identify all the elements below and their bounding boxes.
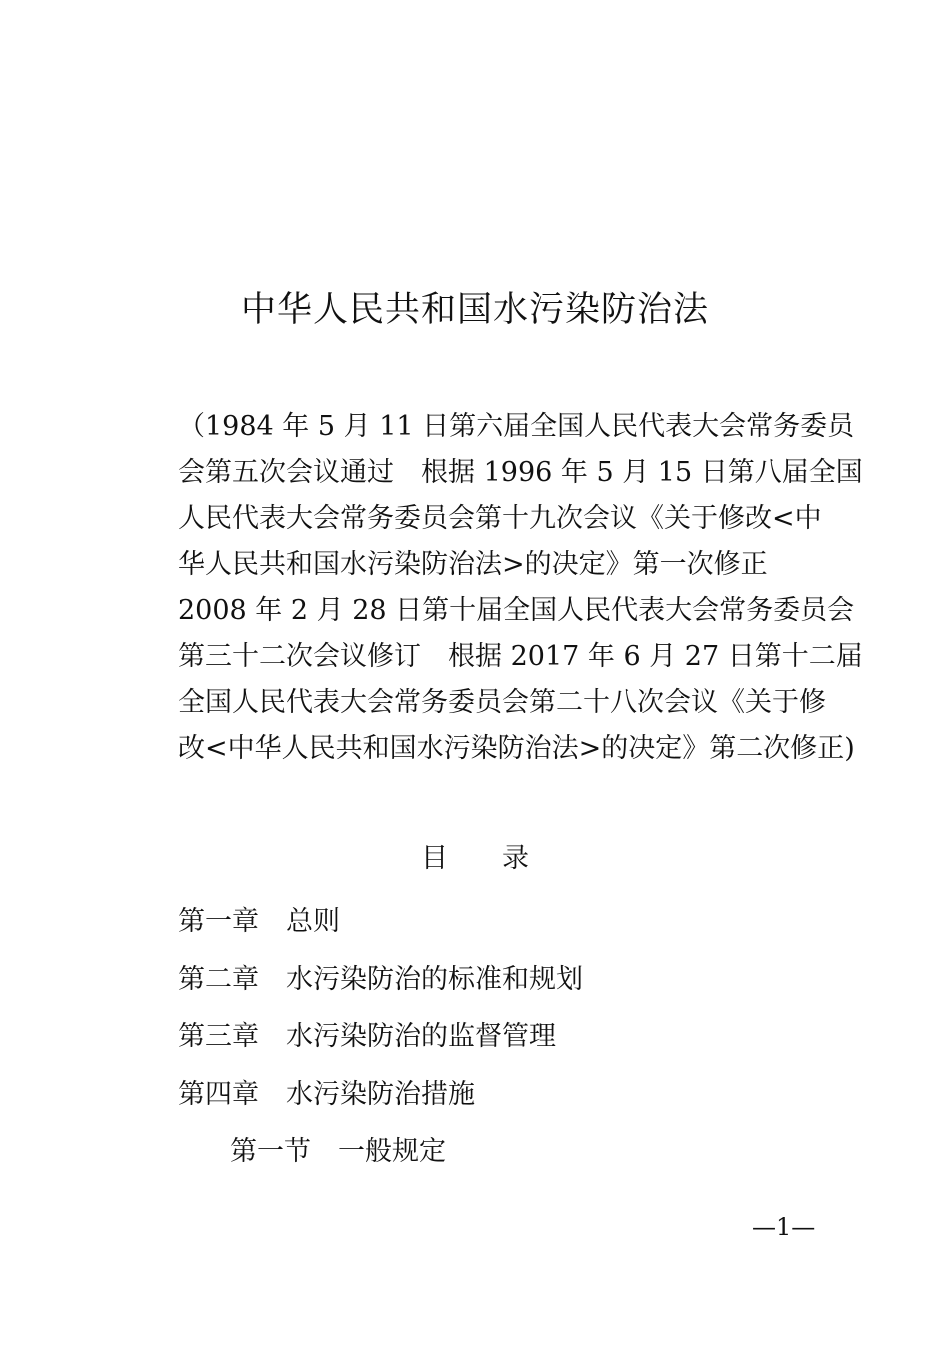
- adoption-history-line: 人民代表大会常务委员会第十九次会议《关于修改<中: [178, 503, 822, 534]
- toc-section-1[interactable]: 第一节 一般规定: [230, 1136, 446, 1167]
- page-number: —1—: [752, 1213, 816, 1241]
- adoption-history-line: 改<中华人民共和国水污染防治法>的决定》第二次修正): [178, 733, 855, 764]
- adoption-history-line: 2008 年 2 月 28 日第十届全国人民代表大会常务委员会: [178, 595, 855, 626]
- adoption-history-line: 华人民共和国水污染防治法>的决定》第一次修正: [178, 549, 768, 580]
- toc-chapter-3[interactable]: 第三章 水污染防治的监督管理: [178, 1021, 556, 1052]
- table-of-contents: [178, 893, 583, 1181]
- toc-chapter-4[interactable]: 第四章 水污染防治措施: [178, 1078, 475, 1110]
- toc-heading: 目 录: [421, 843, 529, 874]
- document-title: 中华人民共和国水污染防治法: [240, 290, 709, 330]
- adoption-history-line: 第三十二次会议修订 根据 2017 年 6 月 27 日第十二届: [178, 641, 863, 672]
- adoption-history-line: 会第五次会议通过 根据 1996 年 5 月 15 日第八届全国: [178, 457, 863, 488]
- adoption-history-line: （1984 年 5 月 11 日第六届全国人民代表大会常务委员: [178, 411, 855, 442]
- adoption-history: [178, 404, 863, 772]
- toc-chapter-1[interactable]: 第一章 总则: [178, 906, 340, 937]
- adoption-history-line: 全国人民代表大会常务委员会第二十八次会议《关于修: [178, 687, 826, 718]
- toc-chapter-2[interactable]: 第二章 水污染防治的标准和规划: [178, 963, 583, 995]
